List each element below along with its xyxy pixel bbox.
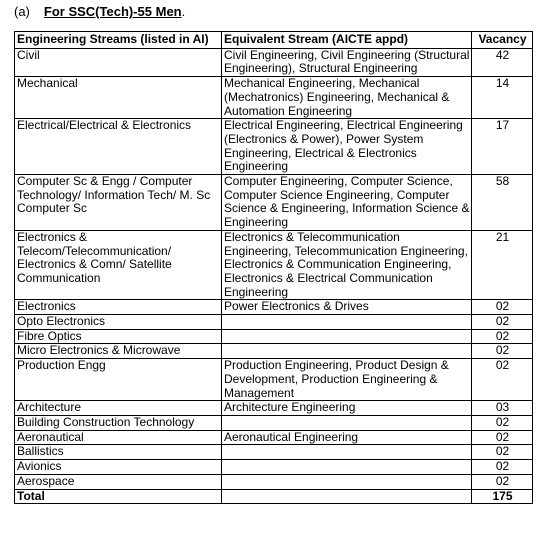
header-engineering-streams: Engineering Streams (listed in AI) (15, 32, 222, 49)
table-row (15, 48, 533, 76)
table-row (15, 415, 533, 430)
cell-vacancy: 03 (472, 401, 533, 416)
table-row (15, 175, 533, 231)
cell-engineering-stream: Aerospace (15, 474, 222, 489)
cell-equivalent-stream: Power Electronics & Drives (222, 300, 472, 315)
cell-equivalent-stream: Electronics & Telecommunication Engineering, Telecommunication Engineering, Electronics & Communication Engineering, Electronics & Electrical Communication Engineering (222, 230, 472, 300)
cell-engineering-stream: Ballistics (15, 445, 222, 460)
cell-vacancy: 02 (472, 445, 533, 460)
table-row (15, 77, 533, 119)
cell-engineering-stream: Electronics (15, 300, 222, 315)
section-title: For SSC(Tech)-55 Men (43, 4, 182, 19)
total-value: 175 (472, 489, 533, 504)
vacancy-table (14, 31, 533, 504)
cell-equivalent-stream: Computer Engineering, Computer Science, Computer Science Engineering, Computer Science & Engineering, Information Science & Engineering (222, 175, 472, 231)
cell-engineering-stream: Mechanical (15, 77, 222, 119)
table-body (15, 48, 533, 504)
cell-vacancy: 21 (472, 230, 533, 300)
cell-vacancy: 14 (472, 77, 533, 119)
cell-equivalent-stream: Electrical Engineering, Electrical Engineering (Electronics & Power), Power System Engineering, Electrical & Electronics Engineering (222, 119, 472, 175)
cell-engineering-stream: Avionics (15, 460, 222, 475)
cell-equivalent-stream: Mechanical Engineering, Mechanical (Mechatronics) Engineering, Mechanical & Automation Engineering (222, 77, 472, 119)
table-row (15, 230, 533, 300)
total-label: Total (15, 489, 222, 504)
cell-vacancy: 42 (472, 48, 533, 76)
cell-vacancy: 02 (472, 460, 533, 475)
cell-equivalent-stream: Civil Engineering, Civil Engineering (Structural Engineering), Structural Engineering (222, 48, 472, 76)
cell-engineering-stream: Aeronautical (15, 430, 222, 445)
cell-vacancy: 02 (472, 474, 533, 489)
cell-engineering-stream: Computer Sc & Engg / Computer Technology/ Information Tech/ M. Sc Computer Sc (15, 175, 222, 231)
table-row (15, 430, 533, 445)
header-vacancy: Vacancy (472, 32, 533, 49)
cell-vacancy: 58 (472, 175, 533, 231)
table-row (15, 445, 533, 460)
cell-engineering-stream: Fibre Optics (15, 329, 222, 344)
table-header-row (15, 32, 533, 49)
section-label: (a) (14, 4, 30, 19)
cell-equivalent-stream (222, 415, 472, 430)
cell-engineering-stream: Building Construction Technology (15, 415, 222, 430)
cell-vacancy: 02 (472, 344, 533, 359)
cell-vacancy: 02 (472, 359, 533, 401)
table-row (15, 300, 533, 315)
table-row (15, 460, 533, 475)
table-row (15, 329, 533, 344)
table-row (15, 359, 533, 401)
cell-engineering-stream: Architecture (15, 401, 222, 416)
cell-vacancy: 02 (472, 329, 533, 344)
cell-engineering-stream: Electronics & Telecom/Telecommunication/ Electronics & Comn/ Satellite Communication (15, 230, 222, 300)
cell-vacancy: 02 (472, 415, 533, 430)
cell-vacancy: 17 (472, 119, 533, 175)
header-equivalent-stream: Equivalent Stream (AICTE appd) (222, 32, 472, 49)
cell-engineering-stream: Production Engg (15, 359, 222, 401)
cell-equivalent-stream (222, 474, 472, 489)
total-row (15, 489, 533, 504)
cell-equivalent-stream: Production Engineering, Product Design & Development, Production Engineering & Management (222, 359, 472, 401)
section-title-period: . (181, 4, 186, 19)
cell-equivalent-stream (222, 315, 472, 330)
cell-engineering-stream: Civil (15, 48, 222, 76)
table-row (15, 315, 533, 330)
cell-vacancy: 02 (472, 315, 533, 330)
table-row (15, 119, 533, 175)
section-heading (14, 4, 185, 20)
cell-equivalent-stream: Aeronautical Engineering (222, 430, 472, 445)
cell-vacancy: 02 (472, 430, 533, 445)
cell-engineering-stream: Micro Electronics & Microwave (15, 344, 222, 359)
total-empty-cell (222, 489, 472, 504)
cell-equivalent-stream (222, 329, 472, 344)
cell-equivalent-stream (222, 344, 472, 359)
table-row (15, 344, 533, 359)
table-row (15, 401, 533, 416)
cell-vacancy: 02 (472, 300, 533, 315)
cell-equivalent-stream (222, 460, 472, 475)
cell-equivalent-stream: Architecture Engineering (222, 401, 472, 416)
cell-equivalent-stream (222, 445, 472, 460)
cell-engineering-stream: Electrical/Electrical & Electronics (15, 119, 222, 175)
table-row (15, 474, 533, 489)
cell-engineering-stream: Opto Electronics (15, 315, 222, 330)
